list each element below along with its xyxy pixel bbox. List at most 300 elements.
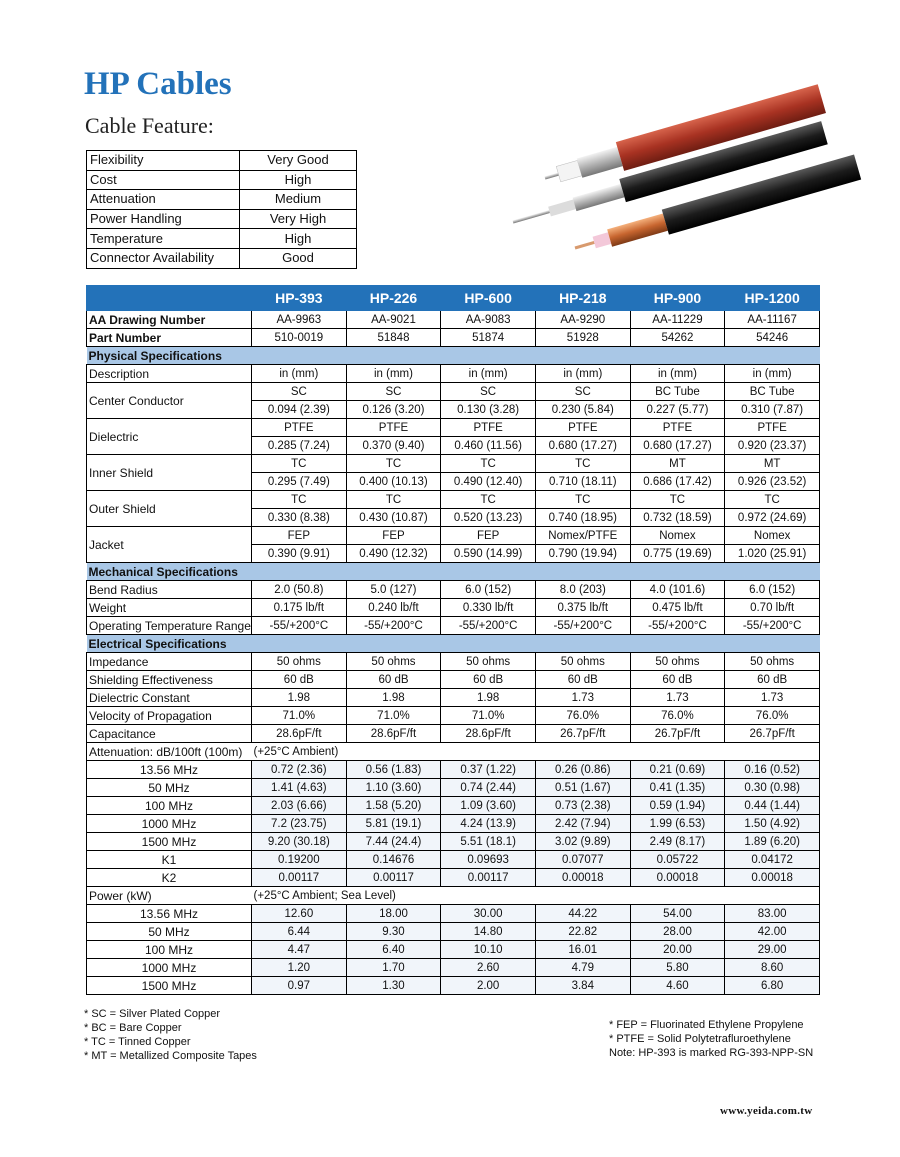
material-cell: FEP bbox=[346, 527, 441, 545]
spec-row bbox=[87, 761, 820, 779]
spec-row bbox=[87, 311, 820, 329]
cell-value: 0.37 (1.22) bbox=[441, 761, 536, 779]
material-cell: TC bbox=[441, 455, 536, 473]
group-header bbox=[87, 743, 820, 761]
cell-value: 0.00117 bbox=[346, 869, 441, 887]
specifications-table bbox=[86, 285, 820, 995]
group-title: Power (kW) bbox=[87, 887, 252, 905]
cell-value: 510-0019 bbox=[252, 329, 347, 347]
material-cell: BC Tube bbox=[725, 383, 820, 401]
cell-value: 3.84 bbox=[535, 977, 630, 995]
section-header bbox=[87, 347, 820, 365]
cell-value: AA-9083 bbox=[441, 311, 536, 329]
footnote: * MT = Metallized Composite Tapes bbox=[84, 1050, 257, 1062]
cell-value: 0.70 lb/ft bbox=[725, 599, 820, 617]
cell-value: 1.73 bbox=[535, 689, 630, 707]
dimension-cell: 0.126 (3.20) bbox=[346, 401, 441, 419]
feature-name: Temperature bbox=[87, 229, 240, 249]
spec-row bbox=[87, 941, 820, 959]
row-label: Shielding Effectiveness bbox=[87, 671, 252, 689]
material-cell: Nomex bbox=[630, 527, 725, 545]
cell-value: 26.7pF/ft bbox=[630, 725, 725, 743]
section-title: Physical Specifications bbox=[87, 347, 820, 365]
cell-value: 2.60 bbox=[441, 959, 536, 977]
cell-value: 50 ohms bbox=[630, 653, 725, 671]
feature-name: Flexibility bbox=[87, 151, 240, 171]
cell-value: 0.07077 bbox=[535, 851, 630, 869]
cell-value: 0.41 (1.35) bbox=[630, 779, 725, 797]
cell-value: 50 ohms bbox=[252, 653, 347, 671]
cell-value: 4.60 bbox=[630, 977, 725, 995]
dimension-cell: 1.020 (25.91) bbox=[725, 545, 820, 563]
feature-row bbox=[87, 151, 357, 171]
cell-value: 5.81 (19.1) bbox=[346, 815, 441, 833]
section-title: Electrical Specifications bbox=[87, 635, 820, 653]
cell-value: 3.02 (9.89) bbox=[535, 833, 630, 851]
material-cell: TC bbox=[346, 491, 441, 509]
cell-value: 2.03 (6.66) bbox=[252, 797, 347, 815]
spec-row bbox=[87, 599, 820, 617]
spec-row bbox=[87, 383, 820, 401]
cell-value: 1.20 bbox=[252, 959, 347, 977]
feature-name: Cost bbox=[87, 170, 240, 190]
dimension-cell: 0.775 (19.69) bbox=[630, 545, 725, 563]
cell-value: 0.00018 bbox=[725, 869, 820, 887]
footnote: * SC = Silver Plated Copper bbox=[84, 1008, 221, 1020]
row-label: Bend Radius bbox=[87, 581, 252, 599]
cell-value: 51848 bbox=[346, 329, 441, 347]
cell-value: AA-11167 bbox=[725, 311, 820, 329]
row-label: AA Drawing Number bbox=[87, 311, 252, 329]
footnote: * PTFE = Solid Polytetrafluroethylene bbox=[609, 1033, 791, 1045]
material-cell: SC bbox=[346, 383, 441, 401]
empty-cell bbox=[441, 743, 536, 761]
spec-row bbox=[87, 653, 820, 671]
cell-value: 0.04172 bbox=[725, 851, 820, 869]
row-label: Weight bbox=[87, 599, 252, 617]
material-cell: FEP bbox=[441, 527, 536, 545]
dimension-cell: 0.590 (14.99) bbox=[441, 545, 536, 563]
cell-value: -55/+200°C bbox=[725, 617, 820, 635]
cell-value: 14.80 bbox=[441, 923, 536, 941]
dimension-cell: 0.790 (19.94) bbox=[535, 545, 630, 563]
cell-value: 10.10 bbox=[441, 941, 536, 959]
cell-value: 71.0% bbox=[346, 707, 441, 725]
spec-row bbox=[87, 851, 820, 869]
material-cell: TC bbox=[252, 491, 347, 509]
dimension-cell: 0.400 (10.13) bbox=[346, 473, 441, 491]
cell-value: 0.30 (0.98) bbox=[725, 779, 820, 797]
material-cell: PTFE bbox=[346, 419, 441, 437]
cell-value: 22.82 bbox=[535, 923, 630, 941]
cell-value: AA-9021 bbox=[346, 311, 441, 329]
row-label: 1500 MHz bbox=[87, 833, 252, 851]
cell-value: 0.09693 bbox=[441, 851, 536, 869]
cell-value: 0.73 (2.38) bbox=[535, 797, 630, 815]
cell-value: -55/+200°C bbox=[535, 617, 630, 635]
cell-value: 0.00018 bbox=[535, 869, 630, 887]
row-label: 50 MHz bbox=[87, 779, 252, 797]
cell-value: 7.44 (24.4) bbox=[346, 833, 441, 851]
cell-value: 12.60 bbox=[252, 905, 347, 923]
cell-value: AA-9963 bbox=[252, 311, 347, 329]
material-cell: TC bbox=[725, 491, 820, 509]
section-header bbox=[87, 563, 820, 581]
footnotes-right bbox=[609, 1018, 813, 1060]
spec-row bbox=[87, 671, 820, 689]
feature-value: High bbox=[240, 170, 357, 190]
feature-row bbox=[87, 190, 357, 210]
cell-value: 71.0% bbox=[441, 707, 536, 725]
dimension-cell: 0.732 (18.59) bbox=[630, 509, 725, 527]
row-label: Part Number bbox=[87, 329, 252, 347]
cell-value: in (mm) bbox=[535, 365, 630, 383]
cell-value: 0.00117 bbox=[252, 869, 347, 887]
row-label: Inner Shield bbox=[87, 455, 252, 491]
footnote: * TC = Tinned Copper bbox=[84, 1036, 191, 1048]
footnote: * BC = Bare Copper bbox=[84, 1022, 182, 1034]
row-label: Outer Shield bbox=[87, 491, 252, 527]
spec-row bbox=[87, 905, 820, 923]
material-cell: Nomex bbox=[725, 527, 820, 545]
model-hp-600: HP-600 bbox=[441, 286, 536, 311]
feature-value: Medium bbox=[240, 190, 357, 210]
cell-value: 1.50 (4.92) bbox=[725, 815, 820, 833]
cell-value: 0.00117 bbox=[441, 869, 536, 887]
row-label: 100 MHz bbox=[87, 941, 252, 959]
feature-value: Very High bbox=[240, 209, 357, 229]
dimension-cell: 0.330 (8.38) bbox=[252, 509, 347, 527]
cell-value: 50 ohms bbox=[346, 653, 441, 671]
cell-value: 0.475 lb/ft bbox=[630, 599, 725, 617]
row-label: 50 MHz bbox=[87, 923, 252, 941]
empty-cell bbox=[725, 743, 820, 761]
cell-value: 1.09 (3.60) bbox=[441, 797, 536, 815]
cell-value: 30.00 bbox=[441, 905, 536, 923]
dimension-cell: 0.490 (12.32) bbox=[346, 545, 441, 563]
cell-value: 1.30 bbox=[346, 977, 441, 995]
group-note: (+25°C Ambient; Sea Level) bbox=[252, 887, 347, 905]
dimension-cell: 0.285 (7.24) bbox=[252, 437, 347, 455]
spec-row bbox=[87, 419, 820, 437]
spec-row bbox=[87, 869, 820, 887]
cell-value: in (mm) bbox=[630, 365, 725, 383]
cell-value: 0.72 (2.36) bbox=[252, 761, 347, 779]
row-label: 13.56 MHz bbox=[87, 905, 252, 923]
cell-value: AA-11229 bbox=[630, 311, 725, 329]
cell-value: 16.01 bbox=[535, 941, 630, 959]
empty-cell bbox=[441, 887, 536, 905]
model-hp-900: HP-900 bbox=[630, 286, 725, 311]
empty-cell bbox=[630, 743, 725, 761]
cell-value: 0.56 (1.83) bbox=[346, 761, 441, 779]
row-label: Center Conductor bbox=[87, 383, 252, 419]
dimension-cell: 0.130 (3.28) bbox=[441, 401, 536, 419]
cell-value: 0.375 lb/ft bbox=[535, 599, 630, 617]
spec-row bbox=[87, 527, 820, 545]
row-label: Operating Temperature Range bbox=[87, 617, 252, 635]
cell-value: 0.00018 bbox=[630, 869, 725, 887]
cell-value: 6.40 bbox=[346, 941, 441, 959]
cell-value: 8.60 bbox=[725, 959, 820, 977]
cell-value: 50 ohms bbox=[441, 653, 536, 671]
footnote: Note: HP-393 is marked RG-393-NPP-SN bbox=[609, 1047, 814, 1059]
dimension-cell: 0.310 (7.87) bbox=[725, 401, 820, 419]
feature-name: Attenuation bbox=[87, 190, 240, 210]
header-corner bbox=[87, 286, 252, 311]
cell-value: 50 ohms bbox=[725, 653, 820, 671]
cell-value: 26.7pF/ft bbox=[725, 725, 820, 743]
dimension-cell: 0.430 (10.87) bbox=[346, 509, 441, 527]
dimension-cell: 0.390 (9.91) bbox=[252, 545, 347, 563]
row-label: Velocity of Propagation bbox=[87, 707, 252, 725]
cell-value: 1.10 (3.60) bbox=[346, 779, 441, 797]
empty-cell bbox=[630, 887, 725, 905]
material-cell: SC bbox=[252, 383, 347, 401]
cell-value: 0.05722 bbox=[630, 851, 725, 869]
material-cell: MT bbox=[725, 455, 820, 473]
cell-value: 1.89 (6.20) bbox=[725, 833, 820, 851]
spec-row bbox=[87, 491, 820, 509]
material-cell: TC bbox=[252, 455, 347, 473]
row-label: Dielectric bbox=[87, 419, 252, 455]
material-cell: TC bbox=[535, 491, 630, 509]
material-cell: SC bbox=[535, 383, 630, 401]
cell-value: 42.00 bbox=[725, 923, 820, 941]
cell-value: 26.7pF/ft bbox=[535, 725, 630, 743]
cell-value: 0.51 (1.67) bbox=[535, 779, 630, 797]
model-hp-226: HP-226 bbox=[346, 286, 441, 311]
spec-row bbox=[87, 977, 820, 995]
cell-value: 60 dB bbox=[252, 671, 347, 689]
cell-value: 0.44 (1.44) bbox=[725, 797, 820, 815]
cell-value: in (mm) bbox=[346, 365, 441, 383]
cell-value: 0.26 (0.86) bbox=[535, 761, 630, 779]
material-cell: MT bbox=[630, 455, 725, 473]
cell-value: 54.00 bbox=[630, 905, 725, 923]
cell-value: 2.42 (7.94) bbox=[535, 815, 630, 833]
empty-cell bbox=[535, 887, 630, 905]
section-header bbox=[87, 635, 820, 653]
cell-value: 6.80 bbox=[725, 977, 820, 995]
dimension-cell: 0.920 (23.37) bbox=[725, 437, 820, 455]
material-cell: PTFE bbox=[441, 419, 536, 437]
cell-value: 9.20 (30.18) bbox=[252, 833, 347, 851]
cell-value: in (mm) bbox=[725, 365, 820, 383]
footnotes-left bbox=[84, 1007, 257, 1063]
model-hp-1200: HP-1200 bbox=[725, 286, 820, 311]
cell-value: -55/+200°C bbox=[441, 617, 536, 635]
cell-value: 71.0% bbox=[252, 707, 347, 725]
cell-value: 1.98 bbox=[441, 689, 536, 707]
cables-photo bbox=[505, 98, 827, 258]
cell-value: 60 dB bbox=[441, 671, 536, 689]
spec-row bbox=[87, 689, 820, 707]
cell-value: 7.2 (23.75) bbox=[252, 815, 347, 833]
spec-row bbox=[87, 455, 820, 473]
empty-cell bbox=[725, 887, 820, 905]
cell-value: 20.00 bbox=[630, 941, 725, 959]
spec-row bbox=[87, 797, 820, 815]
cell-value: in (mm) bbox=[441, 365, 536, 383]
cell-value: 2.0 (50.8) bbox=[252, 581, 347, 599]
spec-row bbox=[87, 725, 820, 743]
cell-value: 1.99 (6.53) bbox=[630, 815, 725, 833]
cell-value: 5.0 (127) bbox=[346, 581, 441, 599]
cell-value: 28.6pF/ft bbox=[252, 725, 347, 743]
row-label: Impedance bbox=[87, 653, 252, 671]
material-cell: BC Tube bbox=[630, 383, 725, 401]
row-label: Jacket bbox=[87, 527, 252, 563]
cell-value: 0.240 lb/ft bbox=[346, 599, 441, 617]
material-cell: SC bbox=[441, 383, 536, 401]
material-cell: PTFE bbox=[535, 419, 630, 437]
cell-value: -55/+200°C bbox=[346, 617, 441, 635]
footnote: * FEP = Fluorinated Ethylene Propylene bbox=[609, 1019, 804, 1031]
row-label: 1500 MHz bbox=[87, 977, 252, 995]
cell-value: 0.59 (1.94) bbox=[630, 797, 725, 815]
spec-row bbox=[87, 617, 820, 635]
section-title: Mechanical Specifications bbox=[87, 563, 820, 581]
dimension-cell: 0.740 (18.95) bbox=[535, 509, 630, 527]
page-title: HP Cables bbox=[84, 66, 232, 102]
dimension-cell: 0.094 (2.39) bbox=[252, 401, 347, 419]
cell-value: 2.00 bbox=[441, 977, 536, 995]
group-note: (+25°C Ambient) bbox=[252, 743, 347, 761]
material-cell: PTFE bbox=[725, 419, 820, 437]
cell-value: 28.6pF/ft bbox=[346, 725, 441, 743]
spec-row bbox=[87, 707, 820, 725]
cell-value: 5.80 bbox=[630, 959, 725, 977]
feature-row bbox=[87, 209, 357, 229]
dimension-cell: 0.972 (24.69) bbox=[725, 509, 820, 527]
cell-value: 9.30 bbox=[346, 923, 441, 941]
cell-value: 60 dB bbox=[630, 671, 725, 689]
cell-value: AA-9290 bbox=[535, 311, 630, 329]
cell-value: 18.00 bbox=[346, 905, 441, 923]
feature-value: Very Good bbox=[240, 151, 357, 171]
cell-value: 28.00 bbox=[630, 923, 725, 941]
cell-value: 54262 bbox=[630, 329, 725, 347]
dimension-cell: 0.520 (13.23) bbox=[441, 509, 536, 527]
cable-feature-heading: Cable Feature: bbox=[85, 113, 214, 138]
cell-value: 76.0% bbox=[725, 707, 820, 725]
cell-value: 4.0 (101.6) bbox=[630, 581, 725, 599]
cell-value: 76.0% bbox=[535, 707, 630, 725]
feature-value: High bbox=[240, 229, 357, 249]
feature-value: Good bbox=[240, 248, 357, 268]
feature-row bbox=[87, 170, 357, 190]
material-cell: FEP bbox=[252, 527, 347, 545]
material-cell: TC bbox=[346, 455, 441, 473]
group-header bbox=[87, 887, 820, 905]
cell-value: 4.47 bbox=[252, 941, 347, 959]
cell-value: 1.41 (4.63) bbox=[252, 779, 347, 797]
dimension-cell: 0.227 (5.77) bbox=[630, 401, 725, 419]
cell-value: 4.79 bbox=[535, 959, 630, 977]
cell-value: 0.175 lb/ft bbox=[252, 599, 347, 617]
cell-value: 28.6pF/ft bbox=[441, 725, 536, 743]
row-label: Capacitance bbox=[87, 725, 252, 743]
dimension-cell: 0.490 (12.40) bbox=[441, 473, 536, 491]
dimension-cell: 0.370 (9.40) bbox=[346, 437, 441, 455]
material-cell: PTFE bbox=[630, 419, 725, 437]
feature-name: Power Handling bbox=[87, 209, 240, 229]
row-label: K1 bbox=[87, 851, 252, 869]
cell-value: 8.0 (203) bbox=[535, 581, 630, 599]
feature-name: Connector Availability bbox=[87, 248, 240, 268]
cell-value: 0.74 (2.44) bbox=[441, 779, 536, 797]
spec-row bbox=[87, 329, 820, 347]
cell-value: 1.98 bbox=[252, 689, 347, 707]
spec-row bbox=[87, 833, 820, 851]
cell-value: 0.97 bbox=[252, 977, 347, 995]
cell-value: 1.70 bbox=[346, 959, 441, 977]
material-cell: PTFE bbox=[252, 419, 347, 437]
feature-row bbox=[87, 229, 357, 249]
dimension-cell: 0.680 (17.27) bbox=[535, 437, 630, 455]
cell-value: 1.73 bbox=[630, 689, 725, 707]
empty-cell bbox=[535, 743, 630, 761]
model-header-row bbox=[87, 286, 820, 311]
cell-value: 0.19200 bbox=[252, 851, 347, 869]
material-cell: TC bbox=[630, 491, 725, 509]
cell-value: -55/+200°C bbox=[252, 617, 347, 635]
dimension-cell: 0.680 (17.27) bbox=[630, 437, 725, 455]
cell-value: 51874 bbox=[441, 329, 536, 347]
empty-cell bbox=[346, 743, 441, 761]
cell-value: 1.58 (5.20) bbox=[346, 797, 441, 815]
dimension-cell: 0.460 (11.56) bbox=[441, 437, 536, 455]
cell-value: 0.16 (0.52) bbox=[725, 761, 820, 779]
cell-value: 54246 bbox=[725, 329, 820, 347]
cell-value: 1.73 bbox=[725, 689, 820, 707]
cell-value: 60 dB bbox=[535, 671, 630, 689]
row-label: 1000 MHz bbox=[87, 959, 252, 977]
cell-value: 6.44 bbox=[252, 923, 347, 941]
cell-value: 51928 bbox=[535, 329, 630, 347]
row-label: K2 bbox=[87, 869, 252, 887]
dimension-cell: 0.230 (5.84) bbox=[535, 401, 630, 419]
material-cell: TC bbox=[535, 455, 630, 473]
dimension-cell: 0.686 (17.42) bbox=[630, 473, 725, 491]
cell-value: 2.49 (8.17) bbox=[630, 833, 725, 851]
spec-row bbox=[87, 923, 820, 941]
cell-value: 50 ohms bbox=[535, 653, 630, 671]
group-title: Attenuation: dB/100ft (100m) bbox=[87, 743, 252, 761]
cell-value: 6.0 (152) bbox=[441, 581, 536, 599]
model-hp-393: HP-393 bbox=[252, 286, 347, 311]
cell-value: -55/+200°C bbox=[630, 617, 725, 635]
cell-value: 0.21 (0.69) bbox=[630, 761, 725, 779]
spec-row bbox=[87, 365, 820, 383]
dimension-cell: 0.295 (7.49) bbox=[252, 473, 347, 491]
row-label: Description bbox=[87, 365, 252, 383]
cell-value: 76.0% bbox=[630, 707, 725, 725]
cell-value: 60 dB bbox=[725, 671, 820, 689]
cell-value: 60 dB bbox=[346, 671, 441, 689]
dimension-cell: 0.926 (23.52) bbox=[725, 473, 820, 491]
cell-value: 0.330 lb/ft bbox=[441, 599, 536, 617]
row-label: Dielectric Constant bbox=[87, 689, 252, 707]
row-label: 1000 MHz bbox=[87, 815, 252, 833]
cell-value: 5.51 (18.1) bbox=[441, 833, 536, 851]
cell-value: 0.14676 bbox=[346, 851, 441, 869]
dimension-cell: 0.710 (18.11) bbox=[535, 473, 630, 491]
model-hp-218: HP-218 bbox=[535, 286, 630, 311]
material-cell: Nomex/PTFE bbox=[535, 527, 630, 545]
cell-value: 1.98 bbox=[346, 689, 441, 707]
